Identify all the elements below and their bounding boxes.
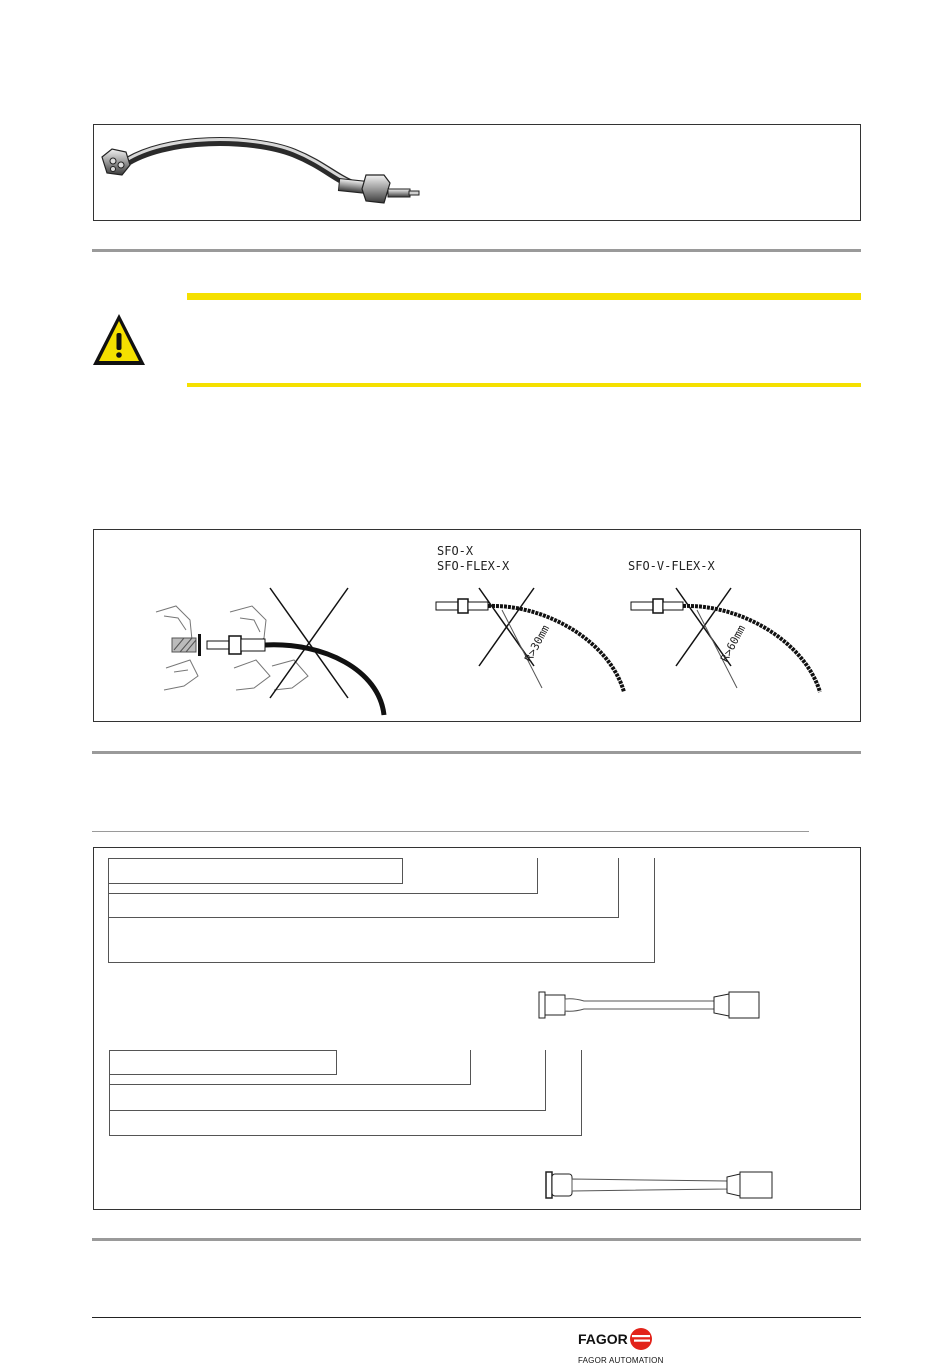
label-sfo-flex-x: SFO-FLEX-X <box>437 559 510 573</box>
ordering-code-box <box>93 847 861 1210</box>
code-bracket-b4 <box>109 1050 582 1136</box>
warning-triangle-icon <box>90 311 148 369</box>
warning-band-bottom <box>187 383 861 387</box>
label-sfo-x: SFO-X <box>437 544 474 558</box>
fagor-logo-icon <box>629 1327 653 1351</box>
section-divider-1 <box>92 249 861 252</box>
extension-cable-drawing-b <box>542 1166 782 1206</box>
extension-cable-drawing-a <box>534 986 774 1026</box>
bending-radius-figure <box>93 529 861 722</box>
table-top-rule <box>92 831 809 832</box>
fiber-optic-cable-image <box>94 125 860 220</box>
section-divider-2 <box>92 751 861 754</box>
code-bracket-a4 <box>108 858 655 963</box>
cable-illustration-box <box>93 124 861 221</box>
fagor-brand-text: FAGOR <box>578 1331 628 1347</box>
section-divider-3 <box>92 1238 861 1241</box>
fagor-automation-text: FAGOR AUTOMATION <box>578 1356 664 1365</box>
radius-label-60: R>60mm <box>718 622 749 665</box>
footer-rule <box>92 1317 861 1318</box>
warning-band-top <box>187 293 861 300</box>
label-sfo-v-flex-x: SFO-V-FLEX-X <box>628 559 715 573</box>
radius-label-30: R>30mm <box>522 622 553 665</box>
